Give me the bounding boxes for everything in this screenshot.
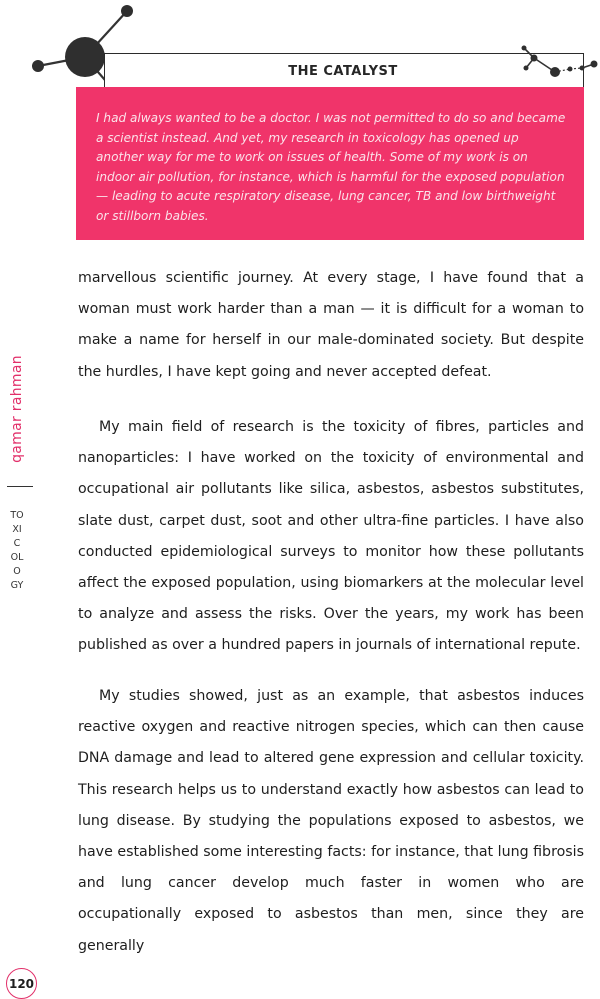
- running-head-author: [3, 346, 31, 471]
- section-title: THE CATALYST: [288, 64, 398, 79]
- running-head-subject: TOXICOLOGY: [10, 510, 24, 591]
- page-number: 120: [6, 968, 37, 999]
- small-molecule-icon: [512, 38, 600, 88]
- author-name: qamar rahman: [9, 354, 25, 463]
- pull-quote: I had always wanted to be a doctor. I was not permitted to do so and became a scientist instead. And yet, my research in toxicology has opened up another way for me to work on issues of health. Some of my work is on indoor air pollution, for instance, which is harmful for the exposed population — leading to acute respiratory disease, lung cancer, TB and low birthweight or stillborn babies.: [96, 111, 566, 223]
- pull-quote-box: [76, 87, 584, 240]
- body-paragraph: My main field of research is the toxicity of fibres, particles and nanoparticles: I have worked on the toxicity of environmental and occupational air pollutants like silica, asbestos, asbestos substitutes, slate dust, carpet dust, soot and other ultra-fine particles. I have also conducted epidemiological surveys to monitor how these pollutants affect the exposed population, using biomarkers at the molecular level to analyze and assess the risks. Over the years, my work has been published as over a hundred papers in journals of international repute.: [78, 419, 584, 654]
- body-paragraph: marvellous scientific journey. At every stage, I have found that a woman must work harder than a man — it is difficult for a woman to make a name for herself in our male-dominated society. But despite the hurdles, I have kept going and never accepted defeat.: [78, 270, 584, 380]
- body-paragraph: My studies showed, just as an example, that asbestos induces reactive oxygen and reactive nitrogen species, which can then cause DNA damage and lead to altered gene expression and cellular toxicity. This research helps us to understand exactly how asbestos can lead to lung disease. By studying the populations exposed to asbestos, we have established some interesting facts: for instance, that lung fibrosis and lung cancer develop much faster in women who are occupationally exposed to asbestos than men, since they are generally: [78, 688, 584, 954]
- running-head-divider: [7, 486, 33, 487]
